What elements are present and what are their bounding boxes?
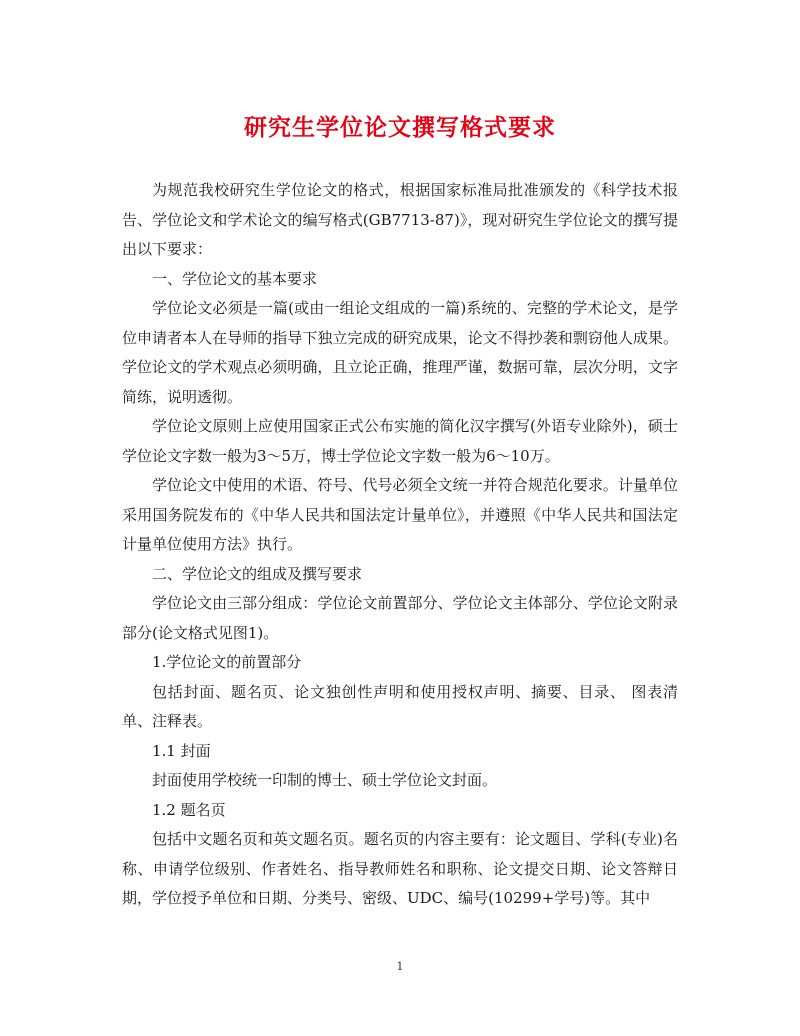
paragraph-front-matter: 包括封面、题名页、论文独创性声明和使用授权声明、摘要、目录、 图表清单、注释表。: [122, 682, 678, 730]
paragraph-intro: 为规范我校研究生学位论文的格式，根据国家标准局批准颁发的《科学技术报告、学位论文和学术论文的编写格式(GB7713-87)》，现对研究生学位论文的撰写提出以下要求：: [122, 181, 678, 258]
paragraph-terminology: 学位论文中使用的术语、符号、代号必须全文统一并符合规范化要求。计量单位采用国务院发布的《中华人民共和国法定计量单位》，并遵照《中华人民共和国法定计量单位使用方法》执行。: [122, 476, 678, 553]
paragraph-language-wordcount: 学位论文原则上应使用国家正式公布实施的简化汉字撰写(外语专业除外)，硕士学位论文字数一般为3～5万，博士学位论文字数一般为6～10万。: [122, 417, 678, 465]
section-heading-2: 二、学位论文的组成及撰写要求: [152, 564, 363, 583]
page-number: 1: [396, 960, 404, 973]
paragraph-composition: 学位论文由三部分组成：学位论文前置部分、学位论文主体部分、学位论文附录部分(论文格式见图1)。: [122, 594, 678, 642]
paragraph-basic-requirements: 学位论文必须是一篇(或由一组论文组成的一篇)系统的、完整的学术论文，是学位申请者本人在导师的指导下独立完成的研究成果，论文不得抄袭和剽窃他人成果。学位论文的学术观点必须明确，且立论正确，推理严谨，数据可靠，层次分明，文字简练，说明透彻。: [122, 299, 678, 406]
subsection-heading-1-2: 1.2 题名页: [152, 800, 226, 819]
subsection-heading-1-1: 1.1 封面: [152, 741, 211, 760]
document-title: 研究生学位论文撰写格式要求: [244, 114, 556, 141]
subsection-heading-1: 1.学位论文的前置部分: [152, 653, 302, 671]
section-heading-1: 一、学位论文的基本要求: [152, 269, 318, 288]
paragraph-title-page: 包括中文题名页和英文题名页。题名页的内容主要有：论文题目、学科(专业)名称、申请学位级别、作者姓名、指导教师姓名和职称、论文提交日期、论文答辩日期，学位授予单位和日期、分类号、密级、UDC、编号(10299+学号)等。其中: [122, 830, 678, 907]
paragraph-cover: 封面使用学校统一印制的博士、硕士学位论文封面。: [152, 771, 498, 789]
document-body: [122, 176, 678, 914]
